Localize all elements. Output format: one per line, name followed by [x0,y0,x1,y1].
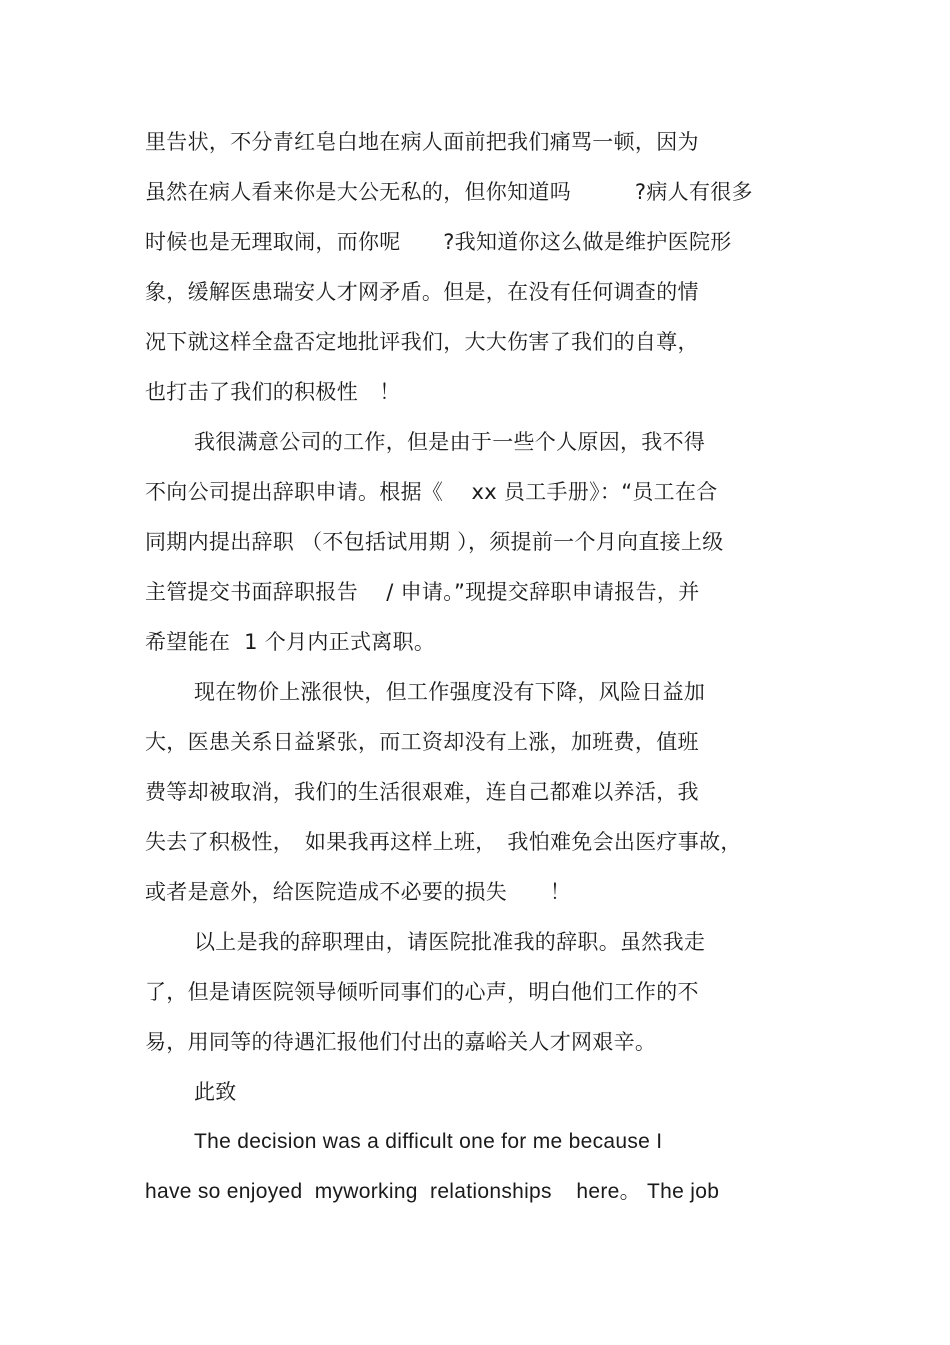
text-line: 或者是意外，给医院造成不必要的损失 ！ [145,880,571,904]
paragraph-first-line: 现在物价上涨很快，但工作强度没有下降，风险日益加 [194,680,706,704]
text-line: 失去了积极性， 如果我再这样上班， 我怕难免会出医疗事故， [145,830,742,854]
text-line: 易，用同等的待遇汇报他们付出的嘉峪关人才网艰辛。 [145,1030,657,1054]
text-line: 费等却被取消，我们的生活很艰难，连自己都难以养活，我 [145,780,699,804]
english-text-line: have so enjoyed myworking relationships here。 The job [145,1180,720,1203]
english-paragraph-first-line: The decision was a difficult one for me because I [194,1130,663,1153]
text-line: 虽然在病人看来你是大公无私的，但你知道吗 ?病人有很多 [145,180,753,204]
text-line: 也打击了我们的积极性 ！ [145,380,401,404]
paragraph-first-line: 我很满意公司的工作，但是由于一些个人原因，我不得 [194,430,706,454]
paragraph-first-line: 以上是我的辞职理由，请医院批准我的辞职。虽然我走 [194,930,706,954]
text-line: 象，缓解医患瑞安人才网矛盾。但是，在没有任何调查的情 [145,280,699,304]
salutation: 此致 [194,1080,237,1104]
text-line: 主管提交书面辞职报告 / 申请。”现提交辞职申请报告，并 [145,580,700,604]
text-line: 希望能在 1 个月内正式离职。 [145,630,436,654]
text-line: 不向公司提出辞职申请。根据《 xx 员工手册》：“员工在合 [145,480,718,504]
text-line: 了，但是请医院领导倾听同事们的心声，明白他们工作的不 [145,980,699,1004]
text-line: 时候也是无理取闹，而你呢 ?我知道你这么做是维护医院形 [145,230,732,254]
text-line: 里告状，不分青红皂白地在病人面前把我们痛骂一顿，因为 [145,130,699,154]
text-line: 大，医患关系日益紧张，而工资却没有上涨，加班费，值班 [145,730,699,754]
text-line: 同期内提出辞职 （不包括试用期 ），须提前一个月向直接上级 [145,530,724,554]
text-line: 况下就这样全盘否定地批评我们，大大伤害了我们的自尊， [145,330,699,354]
